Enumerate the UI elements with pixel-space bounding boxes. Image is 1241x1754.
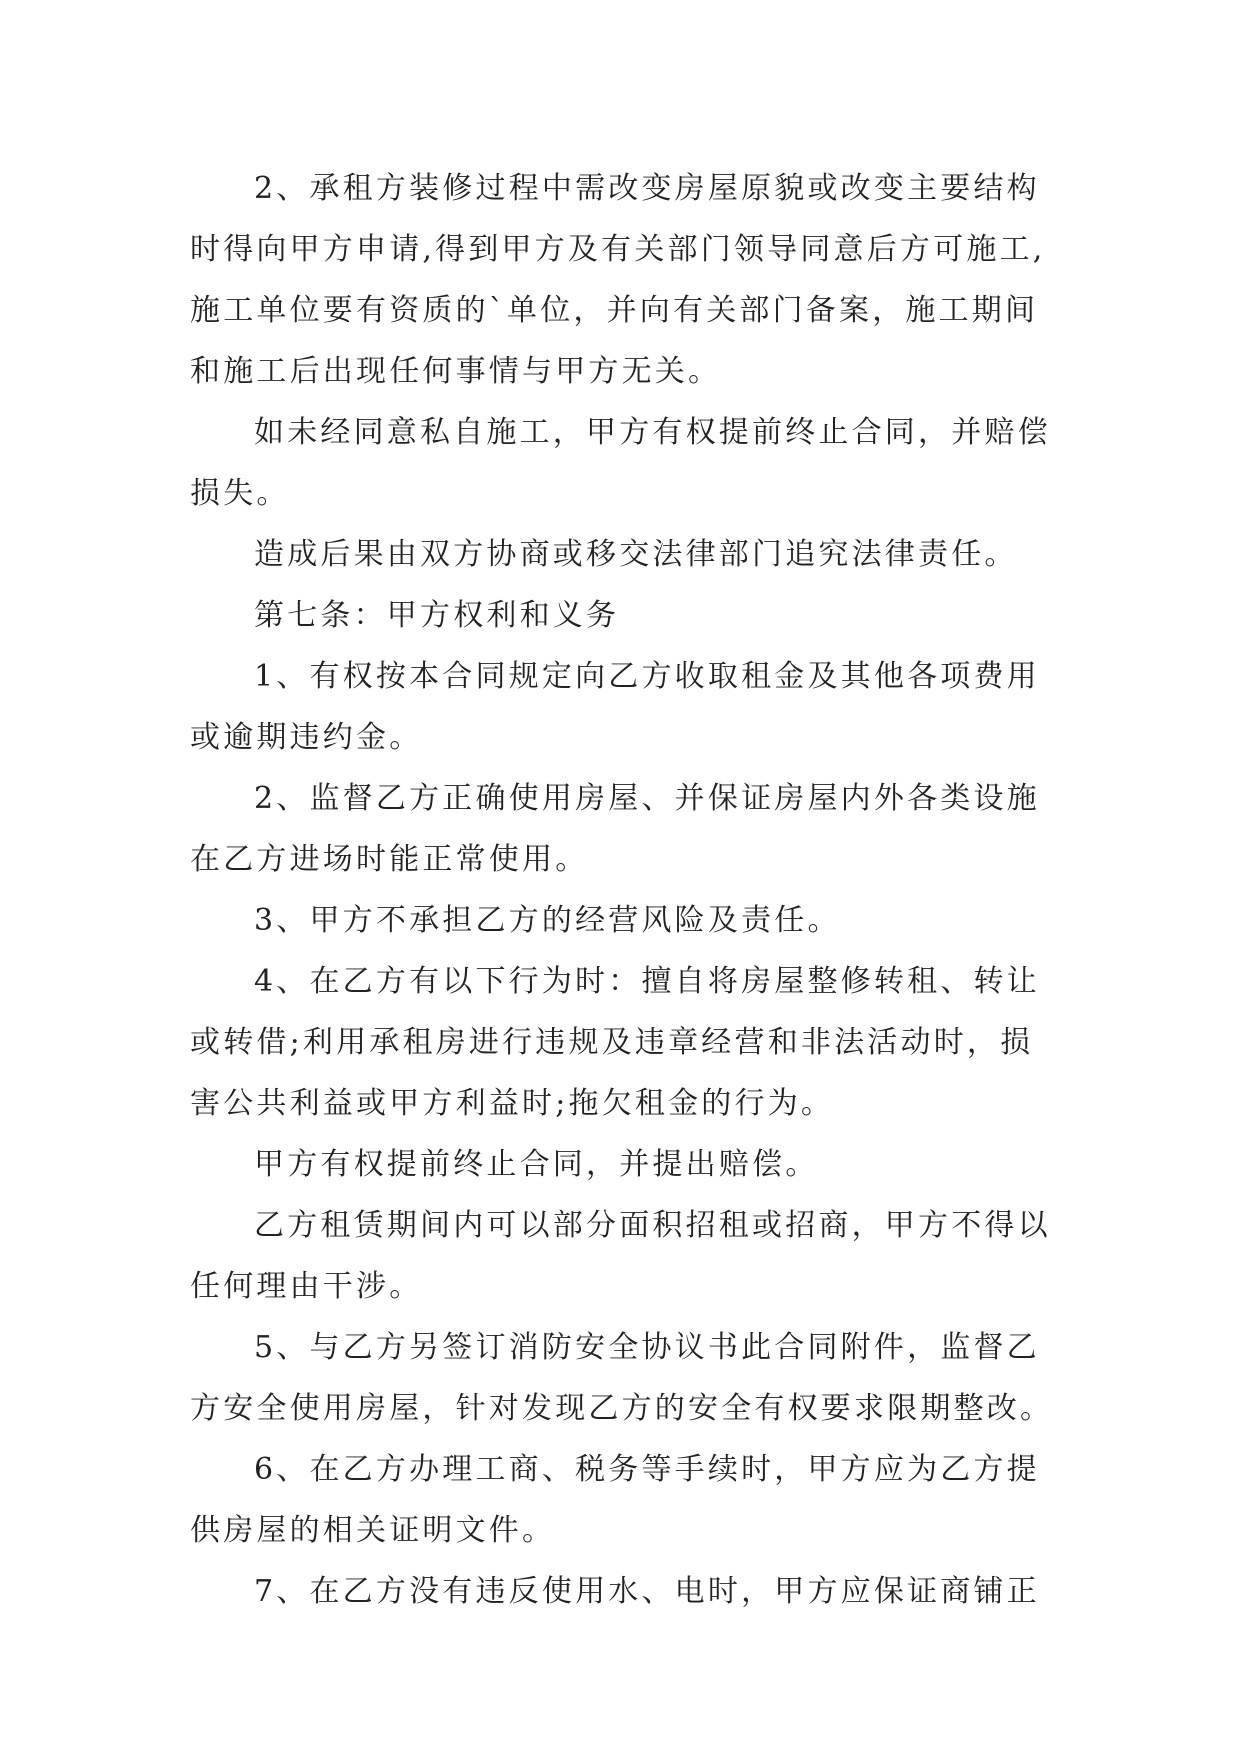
text-line: 5、与乙方另签订消防安全协议书此合同附件，监督乙 xyxy=(254,1330,1040,1365)
text-line: 时得向甲方申请,得到甲方及有关部门领导同意后方可施工, xyxy=(190,232,1046,267)
article-heading xyxy=(190,585,1080,646)
document-body xyxy=(190,158,1080,1622)
paragraph-item-2 xyxy=(190,768,1080,890)
text-line: 2、承租方装修过程中需改变房屋原貌或改变主要结构 xyxy=(254,171,1040,206)
text-line: 施工单位要有资质的`单位，并向有关部门备案，施工期间 xyxy=(190,293,1039,328)
paragraph-item-3 xyxy=(190,890,1080,951)
text-line: 和施工后出现任何事情与甲方无关。 xyxy=(190,354,722,389)
text-line: 乙方租赁期间内可以部分面积招租或招商，甲方不得以 xyxy=(254,1208,1051,1243)
text-line: 或逾期违约金。 xyxy=(190,720,423,755)
text-line: 2、监督乙方正确使用房屋、并保证房屋内外各类设施 xyxy=(254,781,1040,816)
text-line: 在乙方进场时能正常使用。 xyxy=(190,842,589,877)
text-line: 1、有权按本合同规定向乙方收取租金及其他各项费用 xyxy=(254,659,1040,694)
text-line: 任何理由干涉。 xyxy=(190,1269,423,1304)
text-line: 或转借;利用承租房进行违规及违章经营和非法活动时，损 xyxy=(190,1025,1034,1060)
paragraph-item-1 xyxy=(190,646,1080,768)
paragraph-item-5 xyxy=(190,1317,1080,1439)
text-line: 4、在乙方有以下行为时：擅自将房屋整修转租、转让 xyxy=(254,964,1040,999)
text-line: 7、在乙方没有违反使用水、电时，甲方应保证商铺正 xyxy=(254,1574,1040,1609)
text-line: 方安全使用房屋，针对发现乙方的安全有权要求限期整改。 xyxy=(190,1391,1054,1426)
paragraph-item-6 xyxy=(190,1439,1080,1561)
text-line: 供房屋的相关证明文件。 xyxy=(190,1513,556,1548)
paragraph-item-7 xyxy=(190,1561,1080,1622)
text-line: 如未经同意私自施工，甲方有权提前终止合同，并赔偿 xyxy=(254,415,1051,450)
text-line: 害公共利益或甲方利益时;拖欠租金的行为。 xyxy=(190,1086,835,1121)
text-line: 6、在乙方办理工商、税务等手续时，甲方应为乙方提 xyxy=(254,1452,1040,1487)
text-line: 甲方有权提前终止合同，并提出赔偿。 xyxy=(254,1147,819,1182)
paragraph-unauthorized-construction xyxy=(190,402,1080,524)
paragraph-item-4 xyxy=(190,951,1080,1134)
text-line: 损失。 xyxy=(190,476,290,511)
text-line: 3、甲方不承担乙方的经营风险及责任。 xyxy=(254,903,841,938)
paragraph-termination-right xyxy=(190,1134,1080,1195)
text-line: 第七条：甲方权利和义务 xyxy=(254,598,620,633)
text-line: 造成后果由双方协商或移交法律部门追究法律责任。 xyxy=(254,537,1018,572)
paragraph-consequences xyxy=(190,524,1080,585)
paragraph-sublease xyxy=(190,1195,1080,1317)
paragraph-renovation-clause xyxy=(190,158,1080,402)
